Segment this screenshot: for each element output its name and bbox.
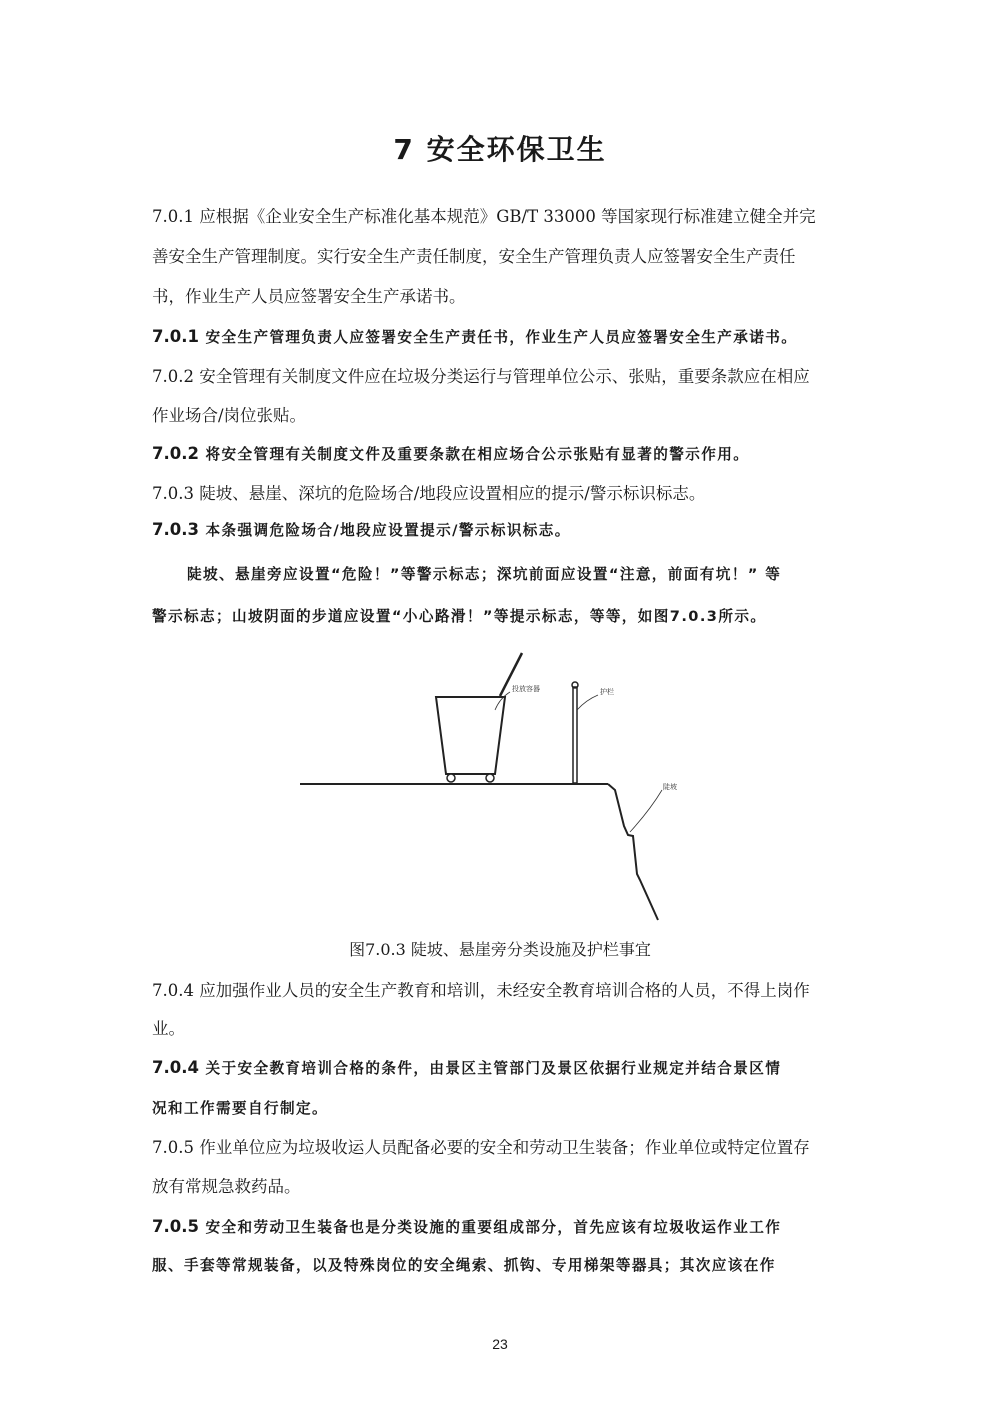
railing-leader-line [577,695,598,710]
label-railing: 护栏 [600,688,614,696]
explanation-7-0-3-line-2: 陡坡、悬崖旁应设置“危险！”等警示标志；深坑前面应设置“注意，前面有坑！” 等 [187,566,782,583]
clause-7-0-4-line-2: 业。 [152,1019,185,1038]
cliff-slope-line [608,784,658,920]
railing-post-icon [573,687,577,783]
explanation-7-0-3-line-3: 警示标志；山坡阴面的步道应设置“小心路滑！”等提示标志，等等，如图7.0.3所示。 [152,608,767,625]
wheel-icon [447,774,455,782]
explanation-text: 安全和劳动卫生装备也是分类设施的重要组成部分，首先应该有垃圾收运作业工作 [198,1219,782,1236]
clause-7-0-4-line-1: 7.0.4 应加强作业人员的安全生产教育和培训，未经安全教育培训合格的人员，不得上岗作 [152,981,810,1000]
clause-7-0-1-line-3: 书，作业生产人员应签署安全生产承诺书。 [152,287,466,306]
slope-railing-figure [290,650,690,930]
page-number: 23 [492,1336,508,1352]
explanation-text: 本条强调危险场合/地段应设置提示/警示标识标志。 [198,522,571,539]
explanation-number: 7.0.3 [152,520,199,539]
explanation-7-0-5-line-2: 服、手套等常规装备，以及特殊岗位的安全绳索、抓钩、专用梯架等器具；其次应该在作 [152,1257,776,1274]
explanation-7-0-5 [152,1212,842,1243]
wheel-icon [486,774,494,782]
explanation-number: 7.0.2 [152,444,199,463]
explanation-7-0-3 [152,515,842,546]
clause-7-0-5-line-2: 放有常规急救药品。 [152,1177,301,1196]
explanation-text: 将安全管理有关制度文件及重要条款在相应场合公示张贴有显著的警示作用。 [198,446,750,463]
clause-7-0-1-line-1: 7.0.1 应根据《企业安全生产标准化基本规范》GB/T 33000 等国家现行标准建立健全并完 [152,207,816,226]
slope-leader-line [630,790,662,832]
label-slope: 陡坡 [663,783,677,791]
waste-container-icon [436,697,505,774]
explanation-7-0-2 [152,439,842,470]
explanation-number: 7.0.5 [152,1217,199,1236]
explanation-7-0-1 [152,322,842,353]
clause-7-0-2-line-1: 7.0.2 安全管理有关制度文件应在垃圾分类运行与管理单位公示、张贴，重要条款应在相应 [152,367,810,386]
clause-7-0-2-line-2: 作业场合/岗位张贴。 [152,406,307,425]
label-container: 投放容器 [512,685,540,693]
explanation-text: 关于安全教育培训合格的条件，由景区主管部门及景区依据行业规定并结合景区情 [198,1060,782,1077]
clause-7-0-1-line-2: 善安全生产管理制度。实行安全生产责任制度，安全生产管理负责人应签署安全生产责任 [152,247,796,266]
clause-7-0-3: 7.0.3 陡坡、悬崖、深坑的危险场合/地段应设置相应的提示/警示标识标志。 [152,484,706,503]
explanation-7-0-4-line-2: 况和工作需要自行制定。 [152,1100,328,1117]
explanation-number: 7.0.4 [152,1058,199,1077]
figure-caption: 图7.0.3 陡坡、悬崖旁分类设施及护栏事宜 [349,940,651,959]
explanation-7-0-4 [152,1053,842,1084]
clause-7-0-5-line-1: 7.0.5 作业单位应为垃圾收运人员配备必要的安全和劳动卫生装备；作业单位或特定位置存 [152,1138,810,1157]
explanation-number: 7.0.1 [152,327,199,346]
container-leader-line [495,692,510,710]
section-heading: 7 安全环保卫生 [393,133,607,166]
explanation-text: 安全生产管理负责人应签署安全生产责任书，作业生产人员应签署安全生产承诺书。 [198,329,798,346]
